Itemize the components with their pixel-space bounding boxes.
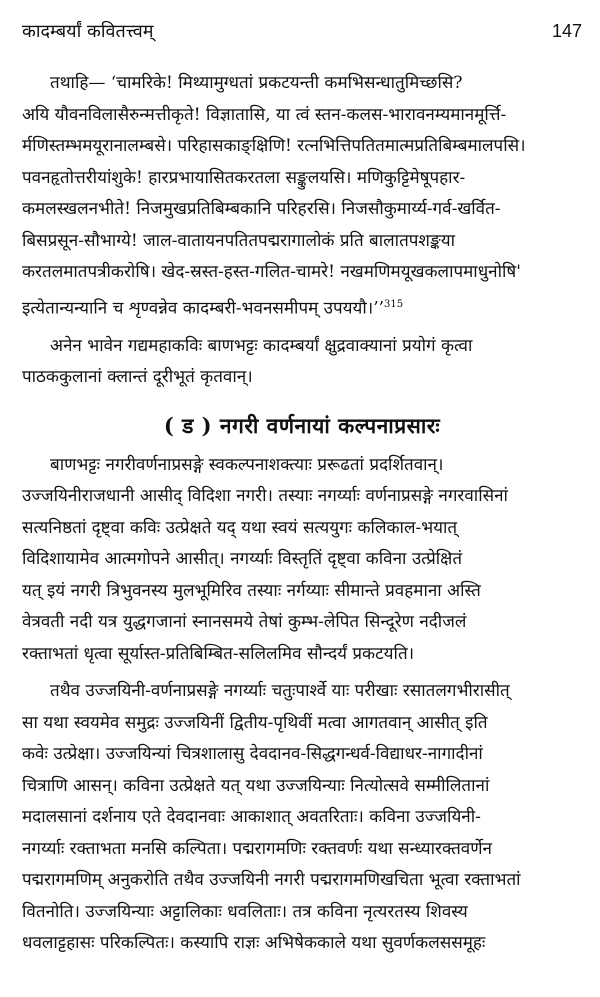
text-line: तथैव उज्जयिनी-वर्णनाप्रसङ्गे नगर्य्याः चतुःपार्श्वे याः परीखाः रसातलगभीरासीत्	[50, 681, 510, 702]
text-line: कवेः उत्प्रेक्षा। उज्जयिन्यां चित्रशालासु देवदानव-सिद्धगन्धर्व-विद्याधर-नागादीनां	[22, 744, 483, 765]
text-line: बिसप्रसून-सौभाग्ये! जाल-वातायनपतितपद्मरागालोकं प्रति बालातपशङ्कया	[22, 230, 456, 251]
page-number: 147	[551, 20, 582, 41]
paragraph-vidisha	[22, 450, 582, 671]
paragraph-summary	[22, 331, 582, 394]
paragraph-quote	[22, 68, 582, 325]
running-title: कादम्बर्यां कवितत्त्वम्	[22, 21, 154, 42]
page-body	[22, 68, 582, 966]
text-line: र्मणिस्तम्भमयूरानालम्बसे। परिहासकाङ्क्षिणि! रत्नभित्तिपतितमात्मप्रतिबिम्बमालपसि।	[22, 136, 526, 156]
text-line: पद्मरागमणिम् अनुकरोति तथैव उज्जयिनी नगरी पद्मरागमणिखचिता भूत्वा रक्ताभतां	[22, 870, 521, 891]
text-line: पाठककुलानां क्लान्तं दूरीभूतं कृतवान्।	[22, 367, 253, 388]
text-line: अनेन भावेन गद्यमहाकविः बाणभट्टः कादम्बर्यां क्षुद्रवाक्यानां प्रयोगं कृत्वा	[50, 335, 473, 356]
text-line: सा यथा स्वयमेव समुद्रः उज्जयिनीं द्वितीय-पृथिवीं मत्वा आगतवान् आसीत् इति	[22, 712, 488, 733]
text-line: कमलस्खलनभीते! निजमुखप्रतिबिम्बकानि परिहरसि। निजसौकुमार्य्य-गर्व-खर्वित-	[22, 199, 501, 219]
text-line	[22, 289, 582, 325]
text-line: तथाहि— ‘चामरिके! मिथ्यामुग्धतां प्रकटयन्ती कमभिसन्धातुमिच्छसि?	[50, 73, 463, 93]
text-line-content: इत्येतान्यन्यानि च शृण्वन्नेव कादम्बरी-भवनसमीपम् उपययौ।’’	[22, 298, 385, 319]
footnote-marker: 315	[384, 298, 404, 310]
text-line: यत् इयं नगरी त्रिभुवनस्य मुलभूमिरिव तस्याः नर्गय्याः सीमान्ते प्रवहमाना अस्ति	[22, 580, 481, 601]
text-line: वेत्रवती नदी यत्र युद्धगजानां स्नानसमये तेषां कुम्भ-लेपित सिन्दूरेण नदीजलं	[22, 612, 467, 633]
text-line: पवनहृतोत्तरीयांशुके! हारप्रभायासितकरतला सङ्कुलयसि। मणिकुट्टिमेषूपहार-	[22, 167, 466, 188]
text-line: रक्ताभतां धृत्वा सूर्यास्त-प्रतिबिम्बित-सलिलमिव सौन्दर्यं प्रकटयति।	[22, 643, 415, 664]
text-line: विदिशायामेव आत्मगोपने आसीत्। नगर्य्याः विस्तृतिं दृष्ट्वा कविना उत्प्रेक्षितं	[22, 549, 463, 570]
paragraph-ujjayini	[22, 676, 582, 960]
text-line: मदालसानां दर्शनाय एते देवदानवाः आकाशात् अवतरिताः। कविना उज्जयिनी-	[22, 807, 481, 828]
text-line: सत्यनिष्ठतां दृष्ट्वा कविः उत्प्रेक्षते यद् यथा स्वयं सत्ययुगः कलिकाल-भयात्	[22, 517, 458, 538]
text-line: धवलाट्टहासः परिकल्पितः। कस्यापि राज्ञः अभिषेककाले यथा सुवर्णकलससमूहः	[22, 933, 486, 954]
text-line: नगर्य्याः रक्ताभता मनसि कल्पिता। पद्मरागमणिः रक्तवर्णः यथा सन्ध्यारक्तवर्णेन	[22, 838, 492, 859]
text-line: बाणभट्टः नगरीवर्णनाप्रसङ्गे स्वकल्पनाशक्त्याः प्ररूढतां प्रदर्शितवान्।	[50, 454, 444, 475]
text-line: अयि यौवनविलासैरुन्मत्तीकृते! विज्ञातासि, या त्वं स्तन-कलस-भारावनम्यमानमूर्त्ति-	[22, 104, 507, 125]
page-header	[22, 16, 582, 46]
section-heading: ( ड ) नगरी वर्णनायां कल्पनाप्रसारः	[163, 412, 441, 438]
text-line: चित्राणि आसन्। कविना उत्प्रेक्षते यत् यथा उज्जयिन्याः नित्योत्सवे सम्मीलितानां	[22, 775, 490, 796]
text-line: उज्जयिनीराजधानी आसीद् विदिशा नगरी। तस्याः नगर्य्याः वर्णनाप्रसङ्गे नगरवासिनां	[22, 486, 508, 507]
text-line: करतलमातपत्रीकरोषि। खेद-स्रस्त-हस्त-गलित-चामरे! नखमणिमयूखकलापमाधुनोषि'	[22, 262, 521, 282]
text-line: वितनोति। उज्जयिन्याः अट्टालिकाः धवलिताः। तत्र कविना नृत्यरतस्य शिवस्य	[22, 901, 468, 922]
